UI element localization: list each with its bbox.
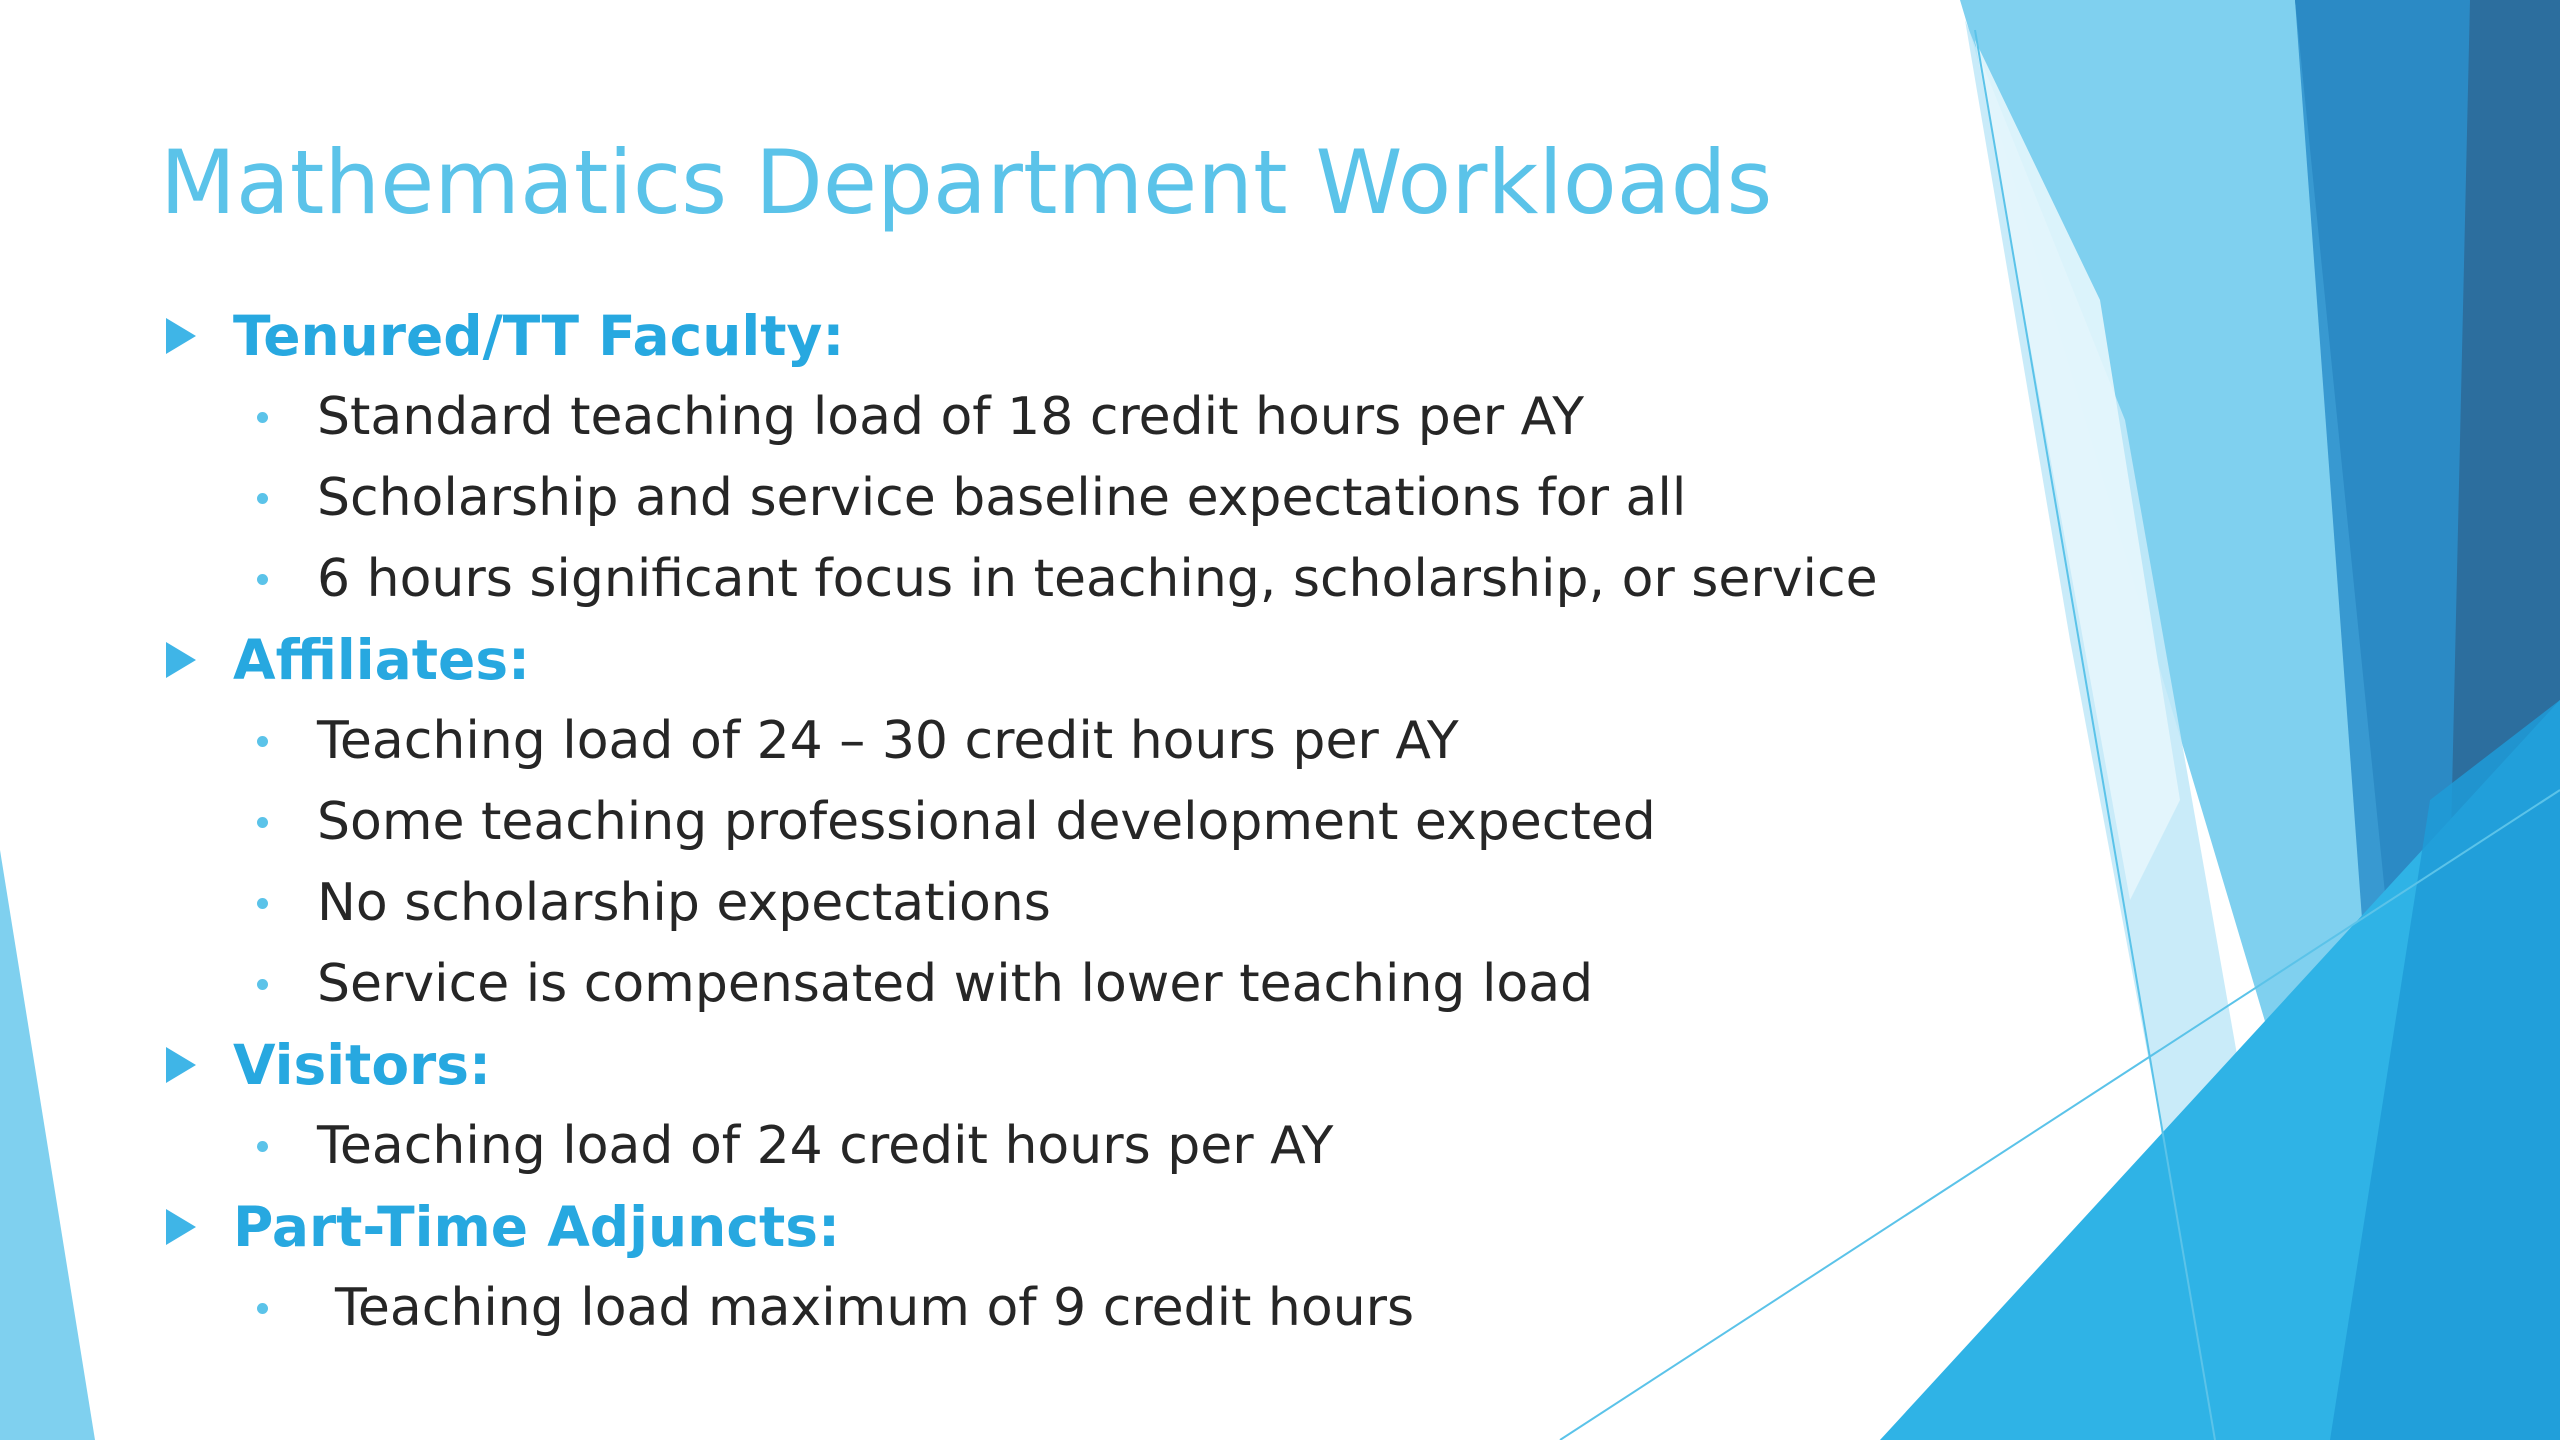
list-item-text: Service is compensated with lower teaching load: [317, 953, 1594, 1014]
list-item-text: Teaching load of 24 credit hours per AY: [317, 1115, 1334, 1176]
list-item: [160, 781, 1920, 862]
list-item-text: Some teaching professional development expected: [317, 791, 1656, 852]
section-heading-tenured: [160, 295, 1920, 376]
dot-bullet-icon: [257, 1303, 268, 1314]
dot-bullet-icon: [257, 574, 268, 585]
list-item: [160, 376, 1920, 457]
list-item-text: Teaching load of 24 – 30 credit hours per AY: [317, 710, 1459, 771]
dot-bullet-icon: [257, 493, 268, 504]
dot-bullet-icon: [257, 412, 268, 423]
list-item: [160, 457, 1920, 538]
section-heading-label: Tenured/TT Faculty:: [233, 303, 845, 368]
dot-bullet-icon: [257, 736, 268, 747]
list-item: [160, 700, 1920, 781]
list-item-text: 6 hours significant focus in teaching, scholarship, or service: [317, 548, 1878, 609]
section-heading-visitors: [160, 1024, 1920, 1105]
dot-bullet-icon: [257, 1141, 268, 1152]
section-heading-affiliates: [160, 619, 1920, 700]
list-item-text: No scholarship expectations: [317, 872, 1051, 933]
section-heading-label: Affiliates:: [233, 627, 531, 692]
section-heading-adjuncts: [160, 1186, 1920, 1267]
dot-bullet-icon: [257, 898, 268, 909]
section-heading-label: Part-Time Adjuncts:: [233, 1194, 840, 1259]
triangle-bullet-icon: [166, 1047, 196, 1083]
bullet-list: [160, 295, 1920, 1348]
section-heading-label: Visitors:: [233, 1032, 491, 1097]
triangle-bullet-icon: [166, 1209, 196, 1245]
slide-title: Mathematics Department Workloads: [160, 131, 1773, 234]
list-item: [160, 943, 1920, 1024]
triangle-bullet-icon: [166, 642, 196, 678]
dot-bullet-icon: [257, 817, 268, 828]
dot-bullet-icon: [257, 979, 268, 990]
list-item-text: Scholarship and service baseline expectations for all: [317, 467, 1687, 528]
list-item-text: Standard teaching load of 18 credit hours per AY: [317, 386, 1584, 447]
list-item: [160, 862, 1920, 943]
left-edge-shape: [0, 850, 95, 1440]
list-item: [160, 1267, 1920, 1348]
list-item: [160, 538, 1920, 619]
list-item-text: Teaching load maximum of 9 credit hours: [335, 1277, 1415, 1338]
list-item: [160, 1105, 1920, 1186]
triangle-bullet-icon: [166, 318, 196, 354]
